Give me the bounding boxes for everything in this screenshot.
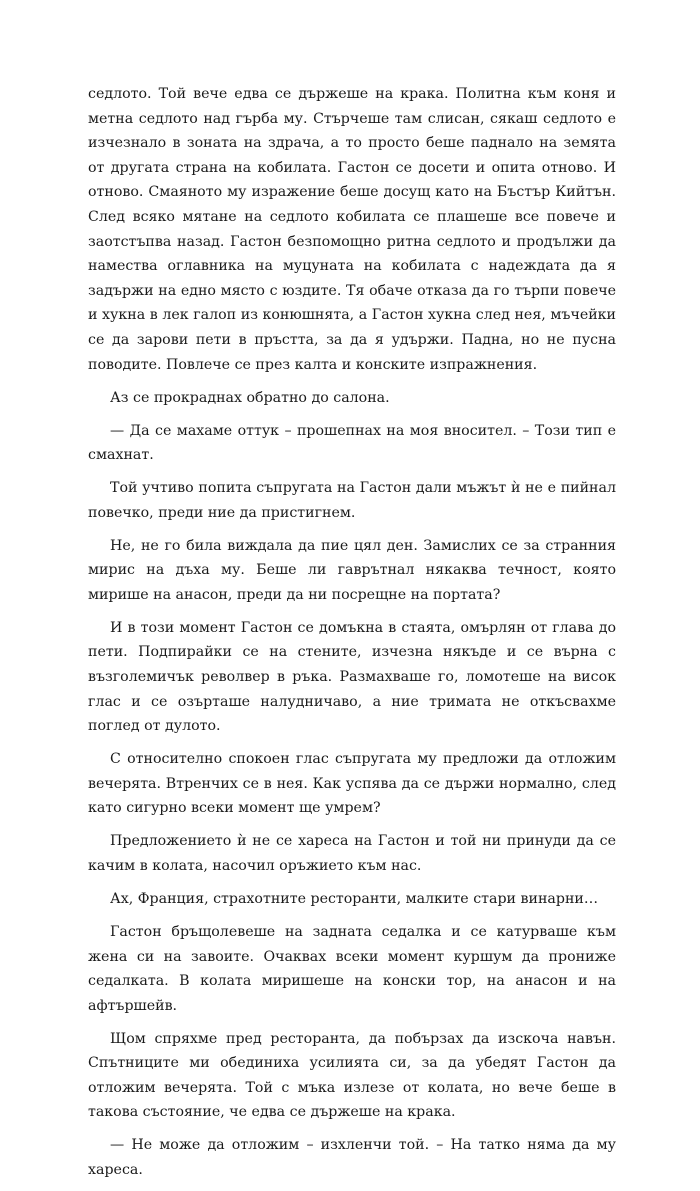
paragraph-10: Гастон бръщолевеше на задната седалка и се катурваше към жена си на завоите. Очаквах всеки момент куршум да прониже седалката. В колата миришеше на конски тор, на анасон и на афтършейв. — [88, 923, 616, 1014]
paragraph-4: Той учтиво попита съпругата на Гастон дали мъжът ѝ не е пийнал повечко, преди ние да пристигнем. — [88, 480, 616, 521]
paragraph-7: С относително спокоен глас съпругата му предложи да отложим вечерята. Втренчих се в нея. Как успява да се държи нормално, след като сигурно всеки момент ще умрем? — [88, 751, 616, 817]
paragraph-9: Ах, Франция, страхотните ресторанти, малките стари винарни… — [110, 890, 599, 907]
paragraph-3: — Да се махаме оттук – прошепнах на моя вносител. – Този тип е смахнат. — [88, 422, 616, 464]
paragraph-1: седлото. Той вече едва се държеше на крака. Политна към коня и метна седлото над гърба му. Стърчеше там слисан, сякаш седлото е изчезнало в зоната на здрача, а то просто беше паднало на земята от другата страна на кобилата. Гастон се досети и опита отново. И отново. Смаяното му изражение беше досущ като на Бъстър Кийтън. След всяко мятане на седлото кобилата се плашеше все повече и заотстъпва назад. Гастон безпомощно ритна седлото и продължи да намества оглавника на муцуната на кобилата с надеждата да я задържи на едно място с юздите. Тя обаче отказа да го търпи повече и хукна в лек галоп из конюшнята, а Гастон хукна след нея, мъчейки се да зарови пети в пръстта, за да я удържи. Падна, но не пусна поводите. Повлече се през калта и конските изпражнения. — [88, 86, 616, 373]
paragraph-8: Предложението ѝ не се хареса на Гастон и той ни принуди да се качим в колата, насочил оръжието към нас. — [88, 833, 616, 874]
paragraph-6: И в този момент Гастон се домъкна в стаята, омърлян от глава до пети. Подпирайки се на стените, изчезна някъде и се върна с възголемичък револвер в ръка. Размахваше го, ломотеше на висок глас и се озърташе налудничаво, а ние тримата не откъсвахме поглед от дулото. — [88, 619, 616, 735]
paragraph-11: Щом спряхме пред ресторанта, да побързах да изскоча навън. Спътниците ми обединиха усилията си, за да убедят Гастон да отложим вечерята. Той с мъка излезе от колата, но вече беше в такова състояние, че едва се държеше на крака. — [88, 1030, 616, 1121]
book-page — [88, 82, 616, 1191]
paragraph-12: — Не може да отложим – изхленчи той. – На татко няма да му хареса. — [88, 1137, 616, 1179]
paragraph-2: Аз се прокраднах обратно до салона. — [110, 389, 390, 406]
paragraph-5: Не, не го била виждала да пие цял ден. Замислих се за странния мирис на дъха му. Беше ли гаврътнал някаква течност, която мирише на анасон, преди да ни посрещне на портата? — [88, 537, 616, 603]
